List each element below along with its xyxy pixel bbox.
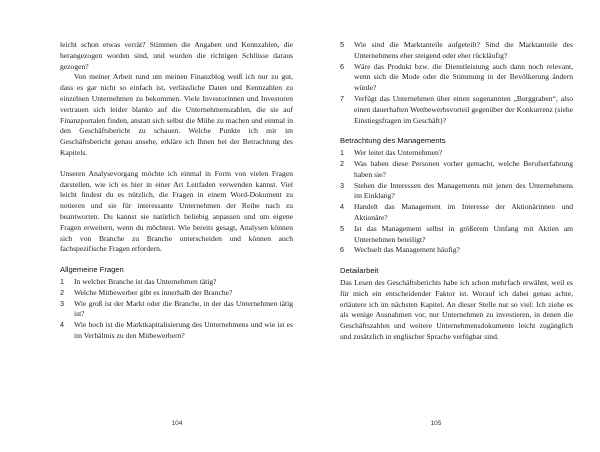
question-list <box>60 277 293 342</box>
section-heading: Allgemeine Fragen <box>60 265 124 275</box>
list-item <box>340 40 573 62</box>
item-number: 6 <box>340 61 344 71</box>
list-item <box>60 288 293 299</box>
item-text: Ist das Management selbst in größerem Umfang mit Aktien am Unternehmen beteiligt? <box>354 223 573 244</box>
section-heading: Detailarbeit <box>340 266 379 276</box>
list-item <box>60 277 293 288</box>
item-number: 1 <box>60 276 64 286</box>
right-page <box>340 40 573 343</box>
list-item <box>340 224 573 246</box>
item-number: 6 <box>340 245 344 255</box>
body-paragraph: leicht schon etwas verrät? Stimmen die Angaben und Kennzahlen, die herangezogen worden sind, und wurden die richtigen Schlüsse daraus gezogen? <box>60 40 293 71</box>
item-number: 3 <box>340 180 344 190</box>
page-number: 104 <box>171 420 183 427</box>
section-heading: Betrachtung des Managements <box>340 136 446 146</box>
item-text: Wer leitet das Unternehmen? <box>354 148 443 158</box>
management-question-list <box>340 148 573 256</box>
list-item <box>60 320 293 342</box>
list-item <box>340 62 573 94</box>
page-number: 105 <box>430 420 442 427</box>
item-number: 2 <box>340 158 344 168</box>
item-number: 5 <box>340 223 344 233</box>
item-text: Wäre das Produkt bzw. die Dienstleistung auch dann noch relevant, wenn sich die Mode oder die Stimmung in der Bevölkerung ändern würde? <box>354 61 573 93</box>
item-number: 7 <box>340 93 344 103</box>
list-item <box>340 148 573 159</box>
body-paragraph: Von meiner Arbeit rund um meinen Finanzblog weiß ich nur zu gut, dass es gar nicht so einfach ist, verlässliche Daten und Kennzahlen zu einzelnen Unternehmen zu bekommen. Viele Investorinnen und Investoren vertrauen sich leider blanko auf die Unternehmenszahlen, die sie auf Finanzportalen finden, anstatt sich selbst die Mühe zu machen und einmal in den Geschäftsbericht zu schauen. Welche Punkte ich mir im Geschäftsbericht genau ansehe, erkläre ich Ihnen bei der Betrachtung des Kapitels. <box>60 72 293 157</box>
body-paragraph: Unseren Analysevorgang möchte ich einmal in Form von vielen Fragen darstellen, wie ich es hier in einer Art Leitfaden verwenden kannst. Viel leicht findest du es nützlich, die Fragen in einem Word-Dokument zu notieren und sie für interessante Unternehmen der Reihe nach zu beantworten. Du kannst sie natürlich beliebig anpassen und um eigene Fragen erweitern, wenn du möchtest. Wie bereits gesagt, Analysen können sich von Branche zu Branche unterscheiden und können auch fachspezifische Fragen erfordern. <box>60 168 293 254</box>
item-text: Verfügt das Unternehmen über einen sogenannten „Burggraben“, also einen dauerhaften Wettbewerbsvorteil gegenüber der Konkurrenz (siehe Einstiegsfragen im Geschäft)? <box>354 93 573 125</box>
item-number: 3 <box>60 298 64 308</box>
item-text: Handelt das Management im Interesse der Aktionärinnen und Aktionäre? <box>354 202 573 222</box>
list-item <box>60 299 293 321</box>
item-number: 5 <box>340 40 344 49</box>
item-text: Was haben diese Personen vorher gemacht, welche Berufserfahrung haben sie? <box>354 158 573 179</box>
item-number: 4 <box>340 202 344 212</box>
list-item <box>340 245 573 256</box>
item-text: In welcher Branche ist das Unternehmen tätig? <box>74 276 217 286</box>
body-paragraph: Das Lesen des Geschäftsberichts habe ich schon mehrfach erwähnt, weil es für mich ein entscheidender Faktor ist. Worauf ich dabei genau achte, erläutere ich im nächsten Kapitel. An dieser Stelle nur so viel: Ich ziehe es als wenige Ausnahmen vor, nur Unternehmen zu investieren, in denen die Geschäftszahlen und weitere Unternehmensdokumente leicht zugänglich und zusätzlich in englischer Sprache verfügbar sind. <box>340 277 573 341</box>
item-text: Wechselt das Management häufig? <box>354 245 460 255</box>
item-text: Wie hoch ist die Marktkapitalisierung des Unternehmens und wie ist es im Verhältnis zu den Mitbewerbern? <box>74 320 293 340</box>
list-item <box>340 181 573 203</box>
item-number: 2 <box>60 287 64 297</box>
list-item <box>340 94 573 126</box>
item-number: 1 <box>340 148 344 158</box>
item-text: Wie groß ist der Markt oder die Branche, in der das Unternehmen tätig ist? <box>74 298 293 319</box>
item-number: 4 <box>60 320 64 330</box>
list-item <box>340 159 573 181</box>
item-text: Wie sind die Marktanteile aufgeteilt? Sind die Marktanteile des Unternehmens eher steigend oder eher rückläufig? <box>354 40 573 60</box>
question-list <box>340 40 573 126</box>
list-item <box>340 202 573 224</box>
item-text: Welche Mitbewerber gibt es innerhalb der Branche? <box>74 287 233 297</box>
item-text: Stehen die Interessen des Managements mit jenen des Unternehmens im Einklang? <box>354 180 573 201</box>
left-page <box>60 40 293 342</box>
